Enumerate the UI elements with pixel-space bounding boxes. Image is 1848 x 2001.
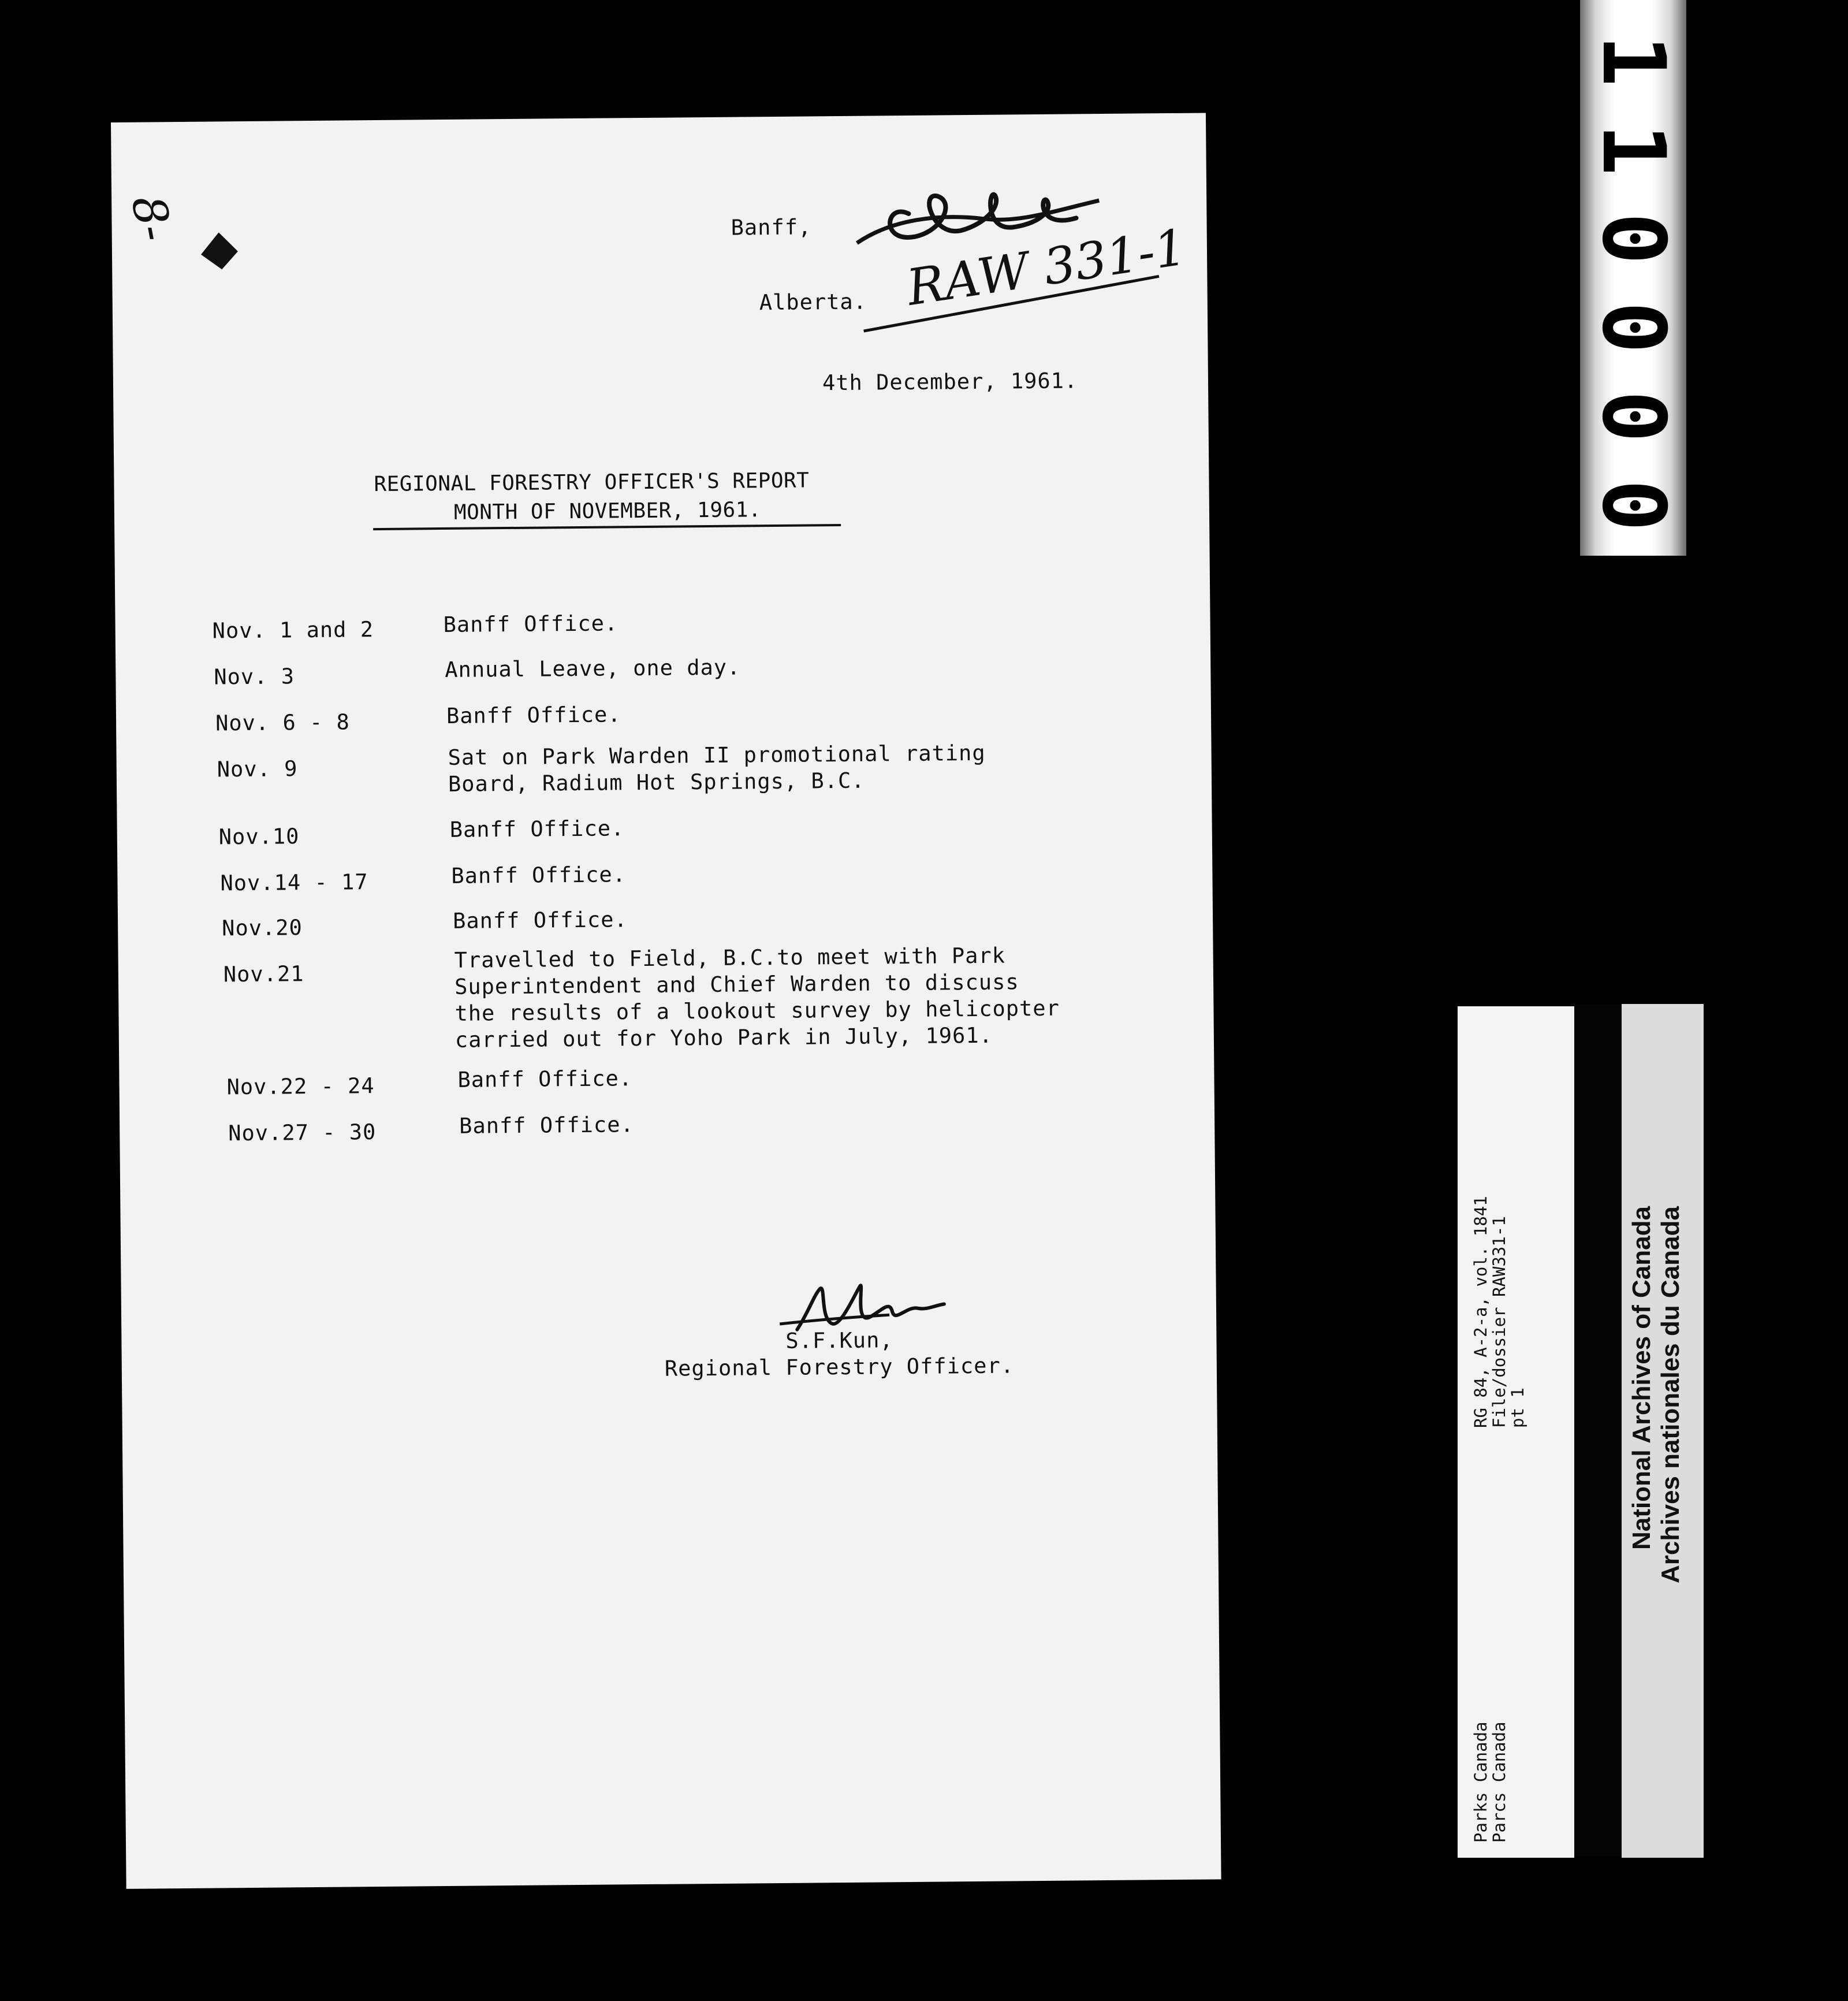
entry-date: Nov. 3 [214,664,295,690]
label-black-bar [1574,1004,1622,1857]
letter-date: 4th December, 1961. [822,368,1078,396]
entry-text: Travelled to Field, B.C.to meet with Park Superintendent and Chief Warden to discuss the results of a lookout survey by helicopter carried out for Yoho Park in July, 1961. [454,943,1060,1052]
entry-text: Banff Office. [449,816,625,842]
handwritten-file-number: RAW 331-1 [903,218,1190,317]
archive-reference: RG 84, A-2-a, vol. 1841 File/dossier RAW331-1 pt 1 [1471,1196,1527,1428]
entry-text: Banff Office. [446,702,621,728]
institution-name [1627,1206,1685,1611]
entry-date: Nov.10 [218,824,300,850]
entry-text: Banff Office. [459,1112,634,1139]
letterhead-province: Alberta. [759,289,867,315]
entry-date: Nov.14 - 17 [220,869,368,896]
entry-text: Sat on Park Warden II promotional rating Board, Radium Hot Springs, B.C. [448,740,986,797]
margin-mark: 8- [121,191,182,246]
entry-text: Banff Office. [457,1066,633,1092]
frame-digit: 1 [1583,34,1683,87]
frame-digit: 0 [1583,301,1683,354]
archive-label [1458,1004,1704,1858]
entry-date: Nov.20 [221,915,303,941]
heading-underline [373,524,841,530]
letterhead-city: Banff, [731,214,812,240]
entry-text: Banff Office. [451,862,627,888]
entry-text: Annual Leave, one day. [445,654,741,682]
entry-date: Nov. 9 [217,756,298,782]
entry-date: Nov.27 - 30 [228,1119,377,1146]
entry-date: Nov. 1 and 2 [212,617,374,644]
report-month: MONTH OF NOVEMBER, 1961. [453,498,762,525]
frame-digit: 0 [1583,212,1683,265]
entry-text: Banff Office. [443,611,619,638]
document-page [111,113,1221,1888]
frame-digit: 0 [1583,390,1683,443]
entry-date: Nov.22 - 24 [226,1073,375,1100]
entry-date: Nov. 6 - 8 [215,709,351,736]
signatory-title: Regional Forestry Officer. [664,1353,1015,1381]
department-name: Parks Canada Parcs Canada [1471,1721,1509,1843]
report-title: REGIONAL FORESTRY OFFICER'S REPORT [374,468,810,497]
label-white-panel [1458,1006,1574,1858]
institution-name-en: National Archives of Canada [1627,1206,1656,1550]
signatory-name: S.F.Kun, [785,1327,893,1353]
punch-hole-mark [199,231,240,272]
institution-name-fr: Archives nationales du Canada [1656,1206,1685,1583]
frame-counter-strip [1580,0,1686,556]
frame-digit: 1 [1583,123,1683,176]
entry-text: Banff Office. [452,907,628,933]
frame-digit: 0 [1583,479,1683,532]
entry-date: Nov.21 [223,961,304,987]
